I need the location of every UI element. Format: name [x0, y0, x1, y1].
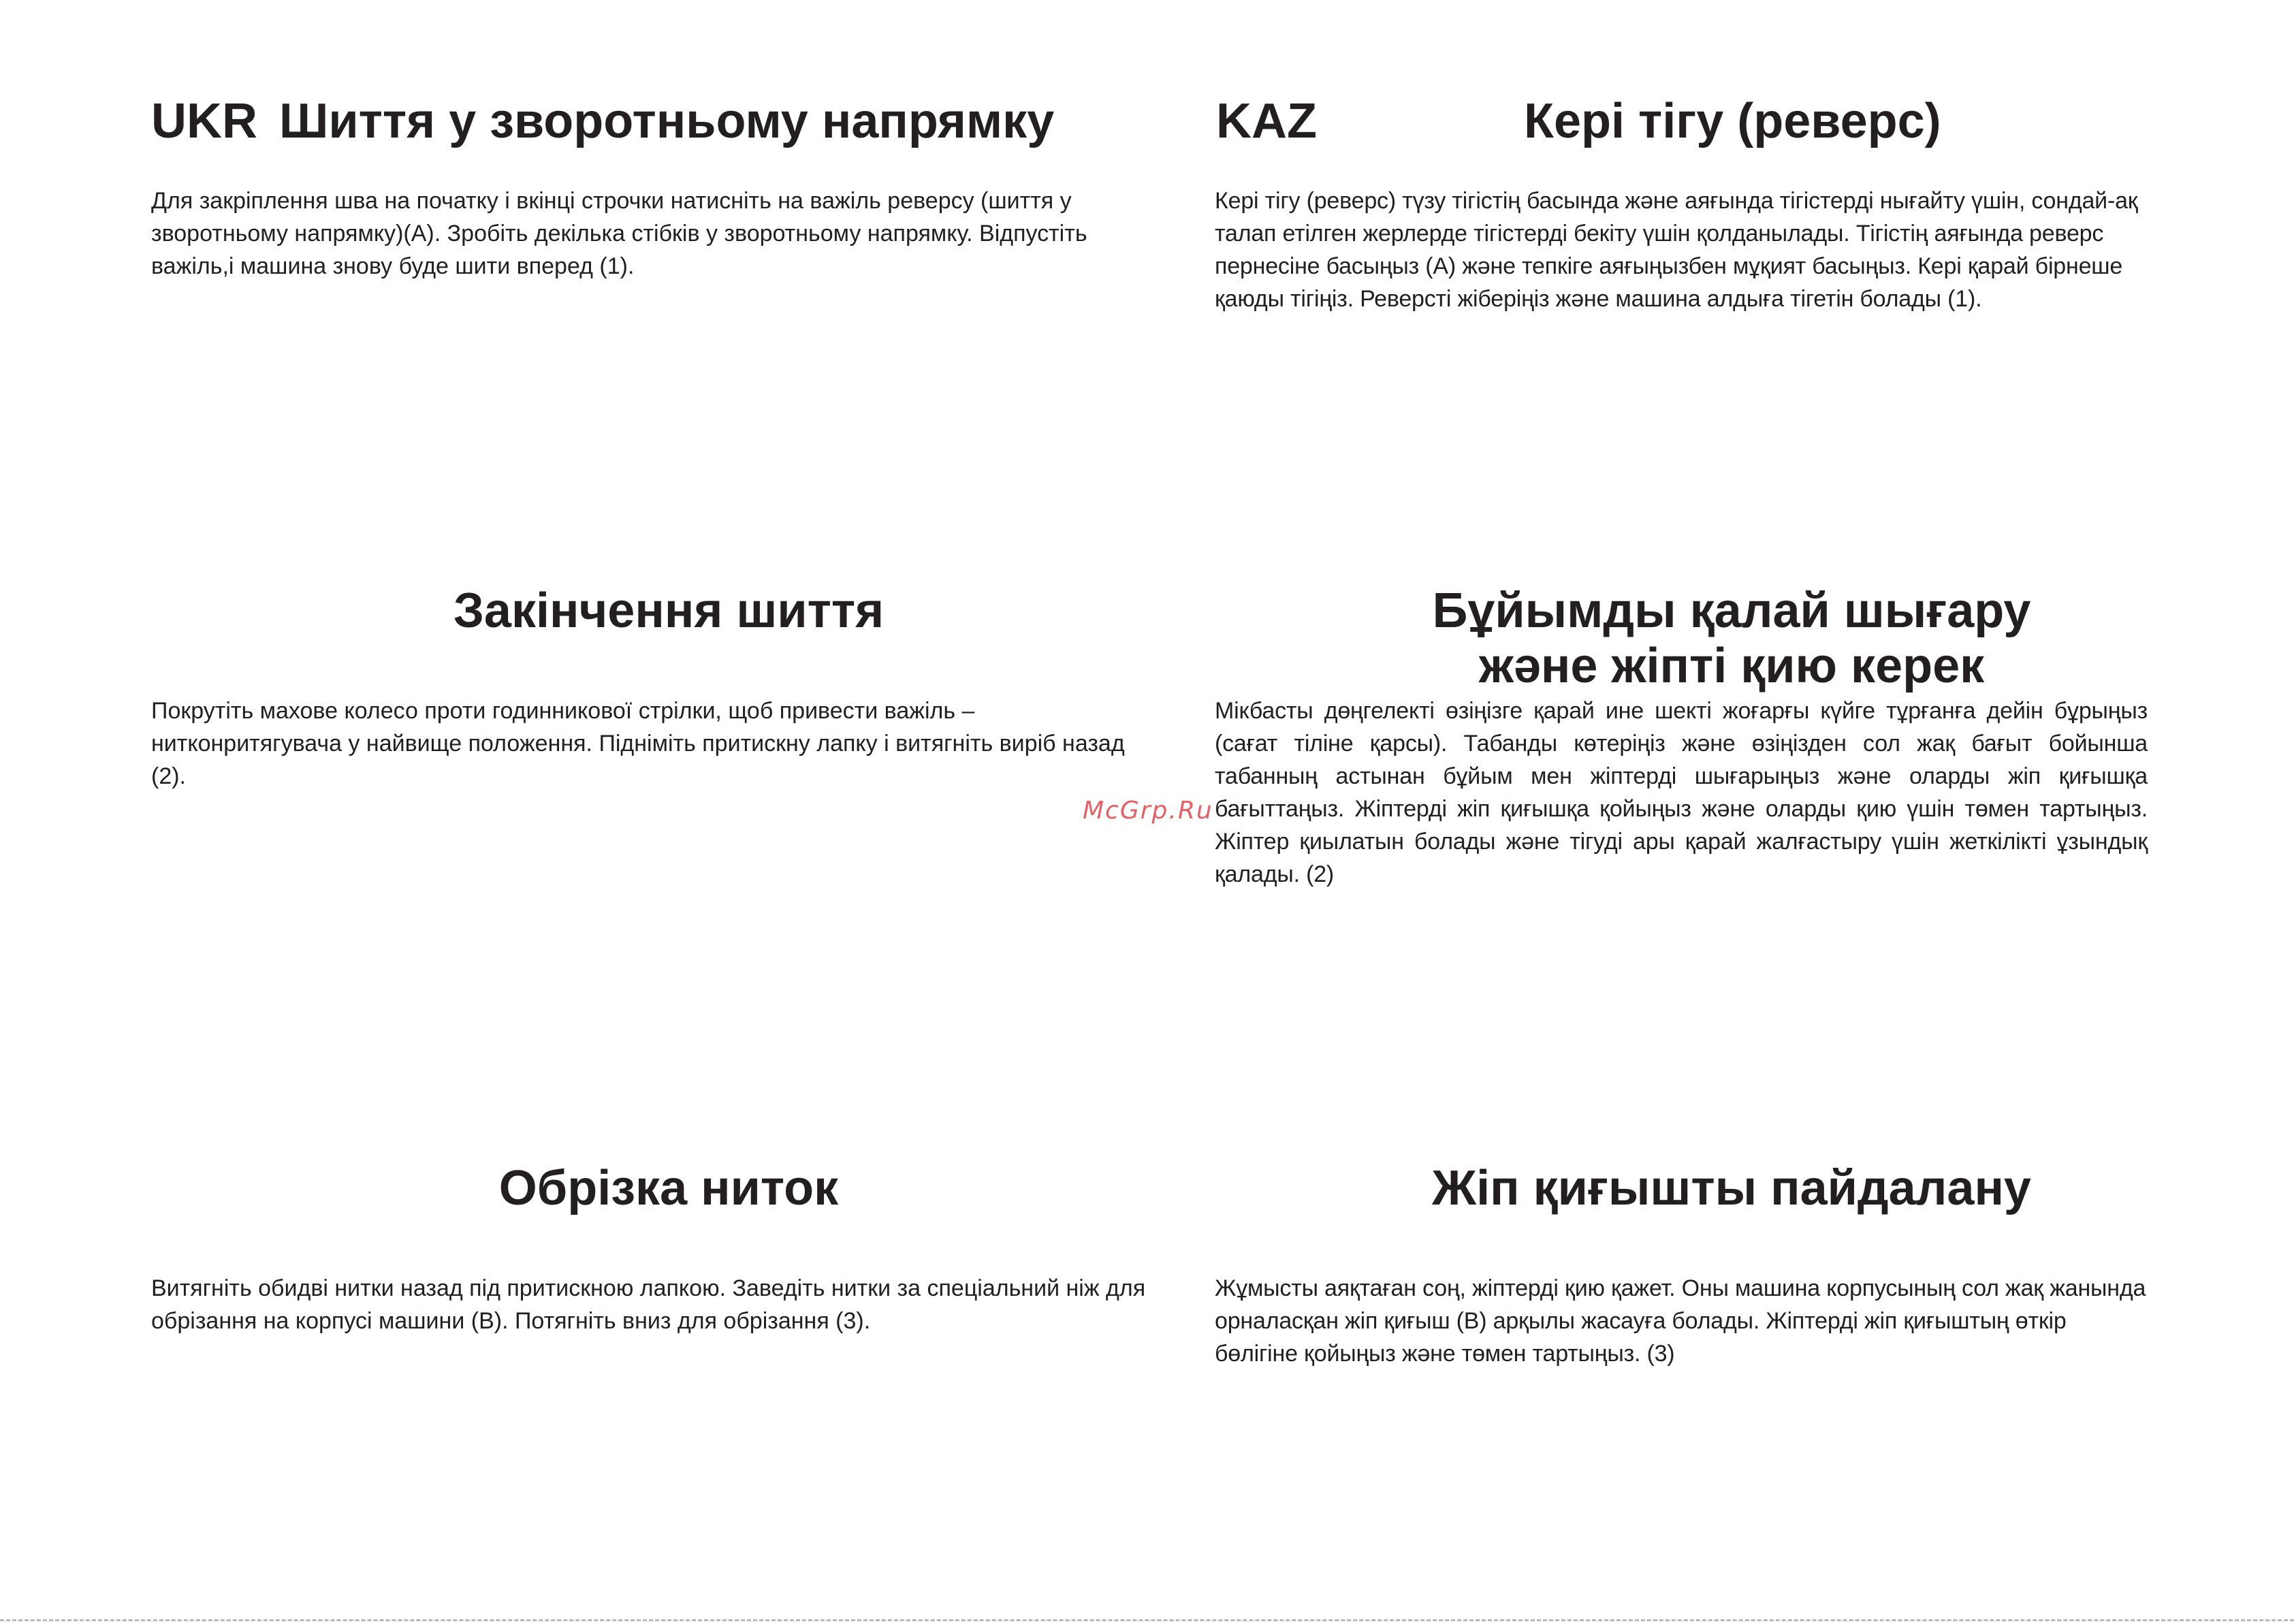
kaz-cutting-title: Жіп қиғышты пайдалану [1432, 1161, 2031, 1215]
kaz-finishing-title-line2: және жіпті қию керек [1478, 638, 1985, 693]
ukr-cutting-text: Витягніть обидві нитки назад під притискною лапкою. Заведіть нитки за спеціальний ніж для обрізання на корпусі машини (B). Потягніть вниз для обрізання (3). [151, 1275, 1146, 1334]
ukr-finishing-text: Покрутіть махове колесо проти годинникової стрілки, щоб привести важіль – нитконритягувача у найвище положення. Підніміть притискну лапку і витягніть виріб назад (2). [151, 698, 1125, 789]
ukr-lang-code: UKR [151, 94, 257, 148]
kaz-lang-code: KAZ [1216, 94, 1317, 148]
kaz-finishing-title [1215, 584, 2248, 693]
watermark-logo: McGrp.Ru [1083, 797, 1213, 825]
kaz-cutting-text: Жұмысты аяқтаған соң, жіптерді қию қажет. Оны машина корпусының сол жақ жанында орналасқан жіп қиғыш (B) арқылы жасауға болады. Жіптерді жіп қиғыштың өткір бөлігіне қойыңыз және төмен тартыңыз. (3) [1215, 1275, 2146, 1367]
ukr-reverse-title: Шиття у зворотньому напрямку [279, 94, 1055, 148]
kaz-finishing-title-line1: Бұйымды қалай шығару [1432, 584, 2031, 638]
kaz-reverse-text: Кері тігу (реверс) түзу тігістің басында және аяғында тігістерді нығайту үшін, сондай-ақ талап етілген жерлерде тігістерді бекіту үшін қолданылады. Тігістің аяғында реверс пернесіне басыңыз (A) және тепкіге аяғыңызбен мұқият басыңыз. Кері қарай бірнеше қаюды тігіңіз. Реверсті жіберіңіз және машина алдыға тігетін болады (1). [1215, 188, 2138, 312]
ukr-reverse-text: Для закріплення шва на початку і вкінці строчки натисніть на важіль реверсу (шиття у зворотньому напрямку)(A). Зробіть декілька стібків у зворотньому напрямку. Відпустіть важіль,і машина знову буде шити вперед (1). [151, 188, 1087, 279]
kaz-reverse-title: Кері тігу (реверс) [1524, 94, 1941, 148]
ukr-cutting-title: Обрізка ниток [498, 1161, 839, 1215]
page-bottom-rule [0, 1619, 2294, 1621]
kaz-finishing-text: Мікбасты дөңгелекті өзіңізге қарай ине шекті жоғарғы күйге тұрғанға дейін бұрыңыз (сағат тіліне қарсы). Табанды көтеріңіз және өзіңізден сол жақ бағыт бойынша табанның астынан бұйым мен жіптерді шығарыңыз және оларды жіп қиғышқа бағыттаңыз. Жіптерді жіп қиғышқа қойыңыз және оларды қию үшін төмен тартыңыз. Жіптер қиылатын болады және тігуді ары қарай жалғастыру үшін жеткілікті ұзындық қалады. (2) [1215, 698, 2148, 887]
ukr-finishing-title: Закінчення шиття [453, 584, 885, 638]
